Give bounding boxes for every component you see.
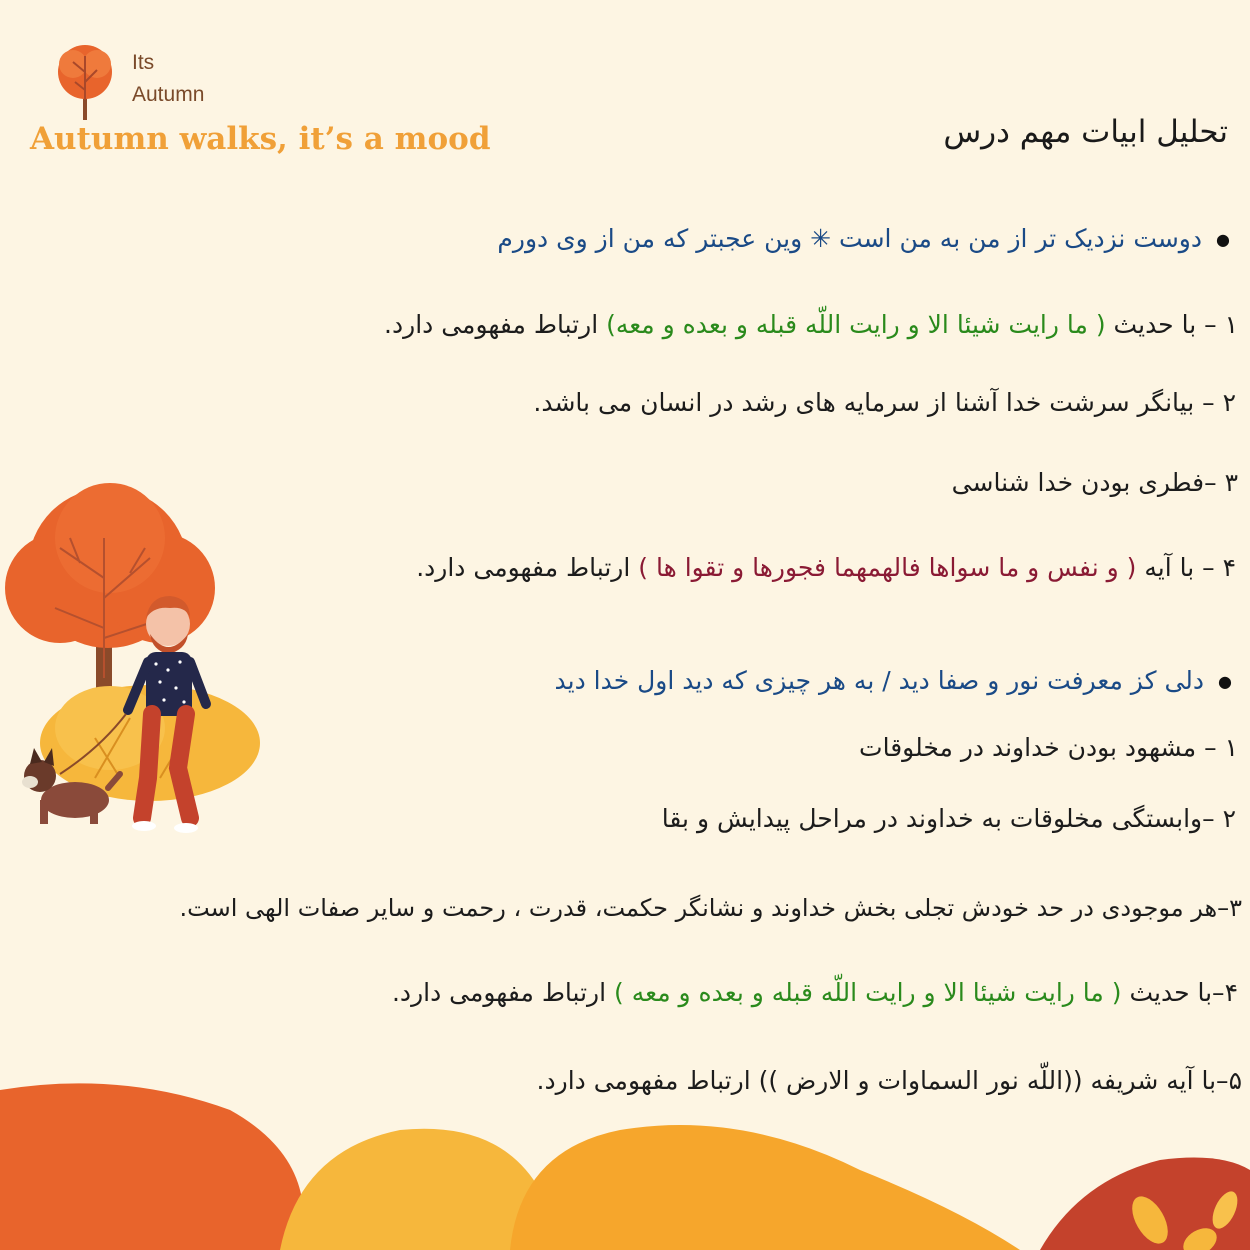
s2-item-4-quote: ( ما رایت شیئا الا و رایت اللّه قبله و بعده و معه ) [614, 978, 1122, 1007]
s1-item-4-quote: ( و نفس و ما سواها فالهمهما فجورها و تقوا ها ) [638, 553, 1137, 582]
brand-its: Its [132, 51, 155, 74]
s1-item-1-quote: ( ما رایت شیئا الا و رایت اللّه قبله و بعده و معه) [606, 310, 1106, 339]
s2-item-4-pre: ۴–با حدیث [1121, 978, 1238, 1007]
s2-item-2: ۲ –وابستگی مخلوقات به خداوند در مراحل پیدایش و بقا [661, 804, 1236, 833]
s1-item-3: ۳ –فطری بودن خدا شناسی [951, 468, 1238, 497]
verse-2-text: دلی کز معرفت نور و صفا دید / به هر چیزی که دید اول خدا دید [554, 666, 1205, 695]
s1-item-4-pre: ۴ – با آیه [1136, 553, 1236, 582]
s1-item-4-post: ارتباط مفهومی دارد. [416, 553, 639, 582]
verse-2 [555, 666, 1232, 696]
s1-item-1 [384, 310, 1238, 340]
verse-1 [497, 224, 1230, 254]
s2-item-3: ۳–هر موجودی در حد خودش تجلی بخش خداوند و نشانگر حکمت، قدرت ، رحمت و سایر صفات الهی است. [179, 894, 1242, 922]
verse-1-text: دوست نزدیک تر از من به من است ✳ وین عجبتر که من از وی دورم [497, 224, 1203, 253]
autumn-blobs-decoration [0, 1060, 1250, 1250]
s2-item-5: ۵–با آیه شریفه ((اللّه نور السماوات و الارض )) ارتباط مفهومی دارد. [536, 1066, 1242, 1095]
s1-item-4 [416, 553, 1236, 583]
page-title: تحلیل ابیات مهم درس [943, 114, 1228, 150]
s1-item-1-post: ارتباط مفهومی دارد. [384, 310, 607, 339]
brand-tagline: Autumn walks, it’s a mood [30, 121, 491, 157]
s1-item-2: ۲ – بیانگر سرشت خدا آشنا از سرمایه های رشد در انسان می باشد. [533, 388, 1236, 417]
brand-autumn: Autumn [132, 83, 205, 106]
s2-item-1: ۱ – مشهود بودن خداوند در مخلوقات [859, 733, 1238, 762]
s2-item-4-post: ارتباط مفهومی دارد. [391, 978, 615, 1007]
autumn-walk-illustration [0, 478, 270, 848]
tree-logo-icon [55, 42, 117, 122]
s2-item-4 [392, 978, 1238, 1008]
s1-item-1-pre: ۱ – با حدیث [1105, 310, 1238, 339]
